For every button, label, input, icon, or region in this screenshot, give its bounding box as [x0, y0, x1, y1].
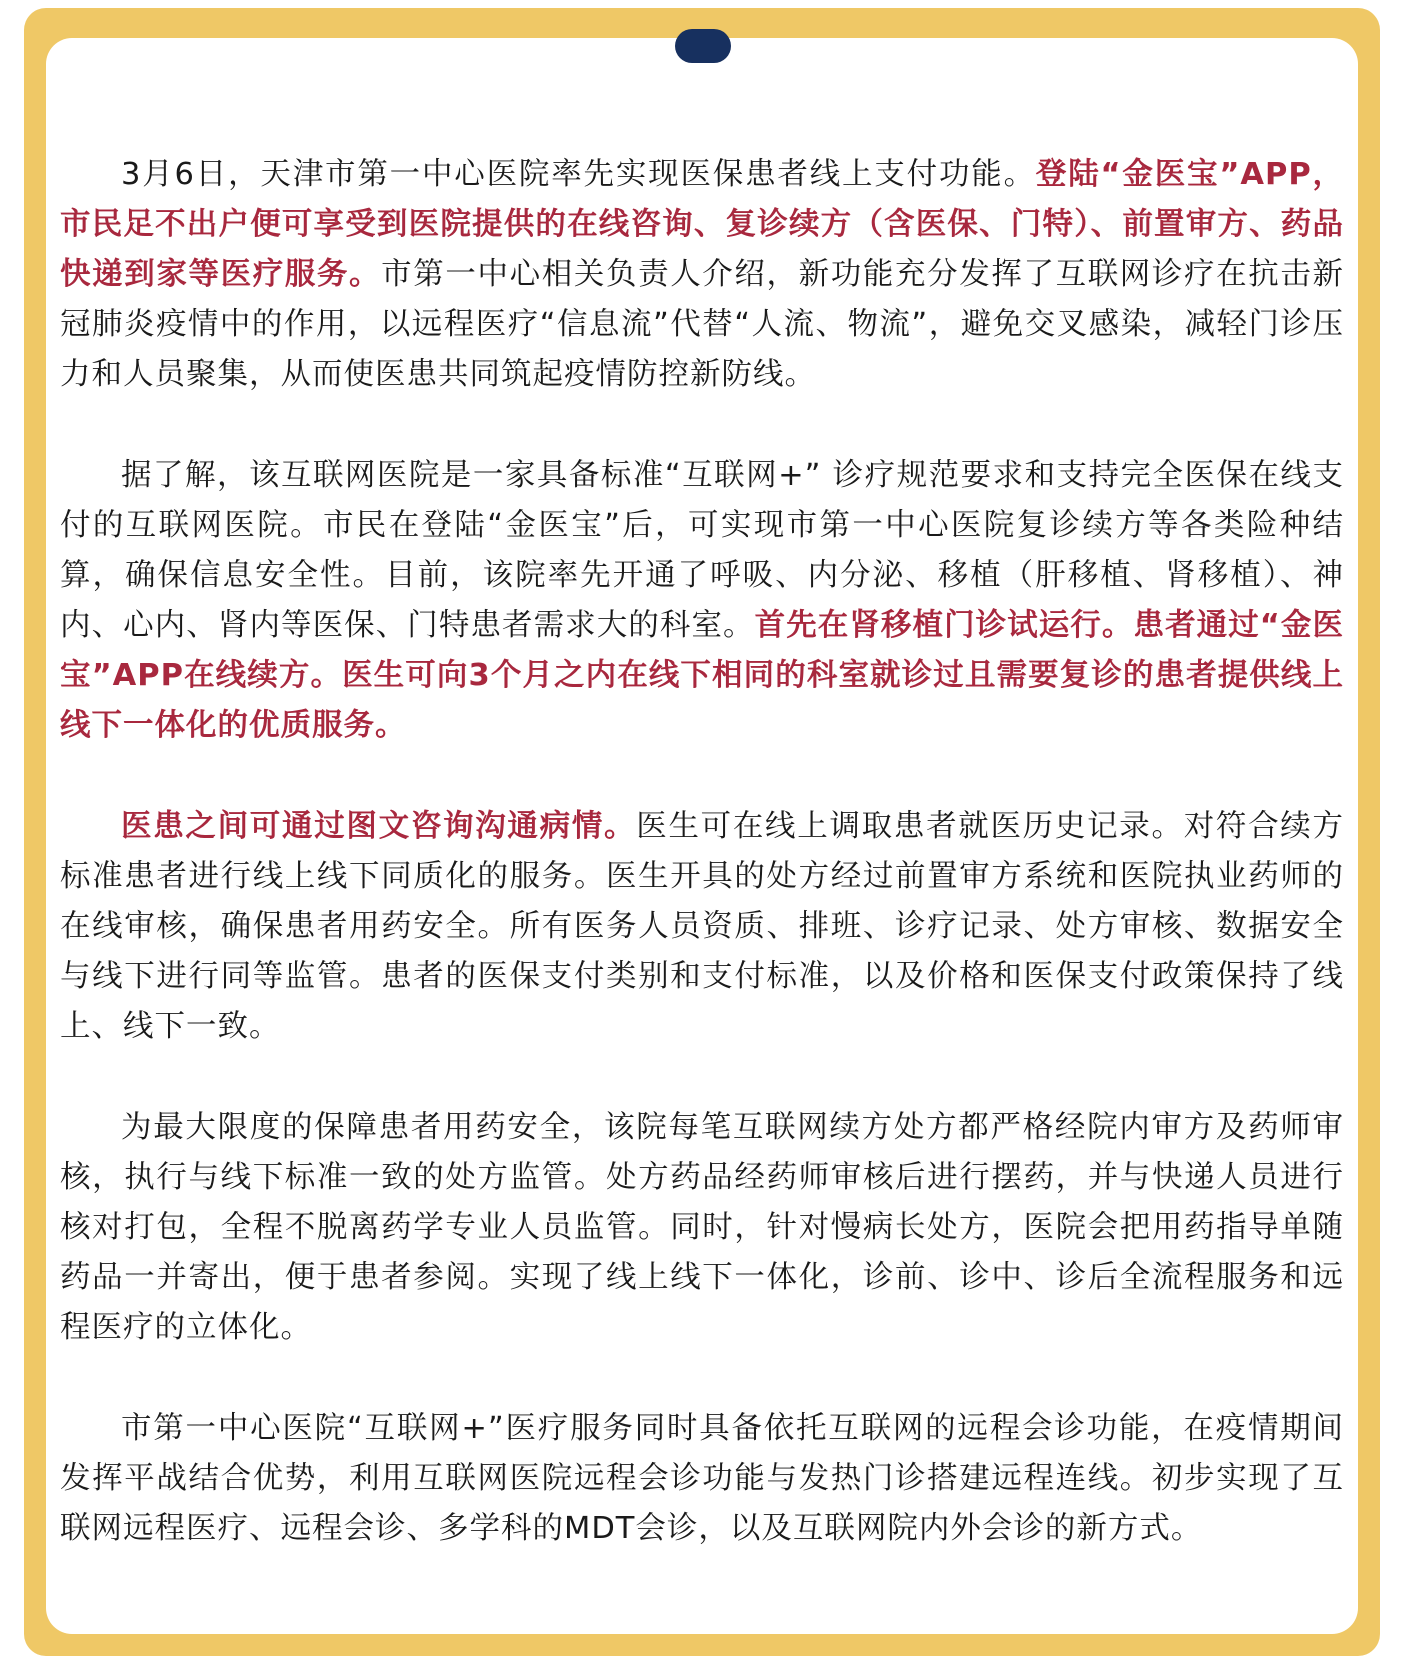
paragraph-text: 市第一中心医院“互联网+”医疗服务同时具备依托互联网的远程会诊功能，在疫情期间发挥平战结合优势，利用互联网医院远程会诊功能与发热门诊搭建远程连线。初步实现了互联网远程医疗、远程会诊、多学科的MDT会诊，以及互联网院内外会诊的新方式。 [60, 1411, 1344, 1546]
highlighted-text: 医患之间可通过图文咨询沟通病情。 [121, 809, 637, 844]
paragraph-text: 3月6日，天津市第一中心医院率先实现医保患者线上支付功能。 [121, 157, 1036, 192]
decorative-pill [675, 29, 731, 63]
paragraph-5 [60, 1404, 1344, 1554]
paragraph-1 [60, 150, 1344, 400]
highlighted-text: 首先在肾移植门诊试运行。患者通过“金医宝”APP在线续方。医生可向3个月之内在线下相同的科室就诊过且需要复诊的患者提供线上线下一体化的优质服务。 [60, 608, 1344, 743]
paragraph-3 [60, 802, 1344, 1052]
article-body [60, 150, 1344, 1605]
paragraph-text: 医生可在线上调取患者就医历史记录。对符合续方标准患者进行线上线下同质化的服务。医生开具的处方经过前置审方系统和医院执业药师的在线审核，确保患者用药安全。所有医务人员资质、排班、诊疗记录、处方审核、数据安全与线下进行同等监管。患者的医保支付类别和支付标准，以及价格和医保支付政策保持了线上、线下一致。 [60, 809, 1345, 1044]
paragraph-text: 据了解，该互联网医院是一家具备标准“互联网+” 诊疗规范要求和支持完全医保在线支付的互联网医院。市民在登陆“金医宝”后，可实现市第一中心医院复诊续方等各类险种结算，确保信息安全性。目前，该院率先开通了呼吸、内分泌、移植（肝移植、肾移植）、神内、心内、肾内等医保、门特患者需求大的科室。 [60, 458, 1344, 643]
paragraph-4 [60, 1103, 1344, 1353]
highlighted-text: 登陆“金医宝”APP，市民足不出户便可享受到医院提供的在线咨询、复诊续方（含医保、门特）、前置审方、药品快递到家等医疗服务。 [60, 157, 1345, 292]
paragraph-text: 市第一中心相关负责人介绍，新功能充分发挥了互联网诊疗在抗击新冠肺炎疫情中的作用，以远程医疗“信息流”代替“人流、物流”，避免交叉感染，减轻门诊压力和人员聚集，从而使医患共同筑起疫情防控新防线。 [60, 257, 1345, 392]
paragraph-2 [60, 451, 1344, 751]
paragraph-text: 为最大限度的保障患者用药安全，该院每笔互联网续方处方都严格经院内审方及药师审核，执行与线下标准一致的处方监管。处方药品经药师审核后进行摆药，并与快递人员进行核对打包，全程不脱离药学专业人员监管。同时，针对慢病长处方，医院会把用药指导单随药品一并寄出，便于患者参阅。实现了线上线下一体化，诊前、诊中、诊后全流程服务和远程医疗的立体化。 [60, 1110, 1344, 1345]
